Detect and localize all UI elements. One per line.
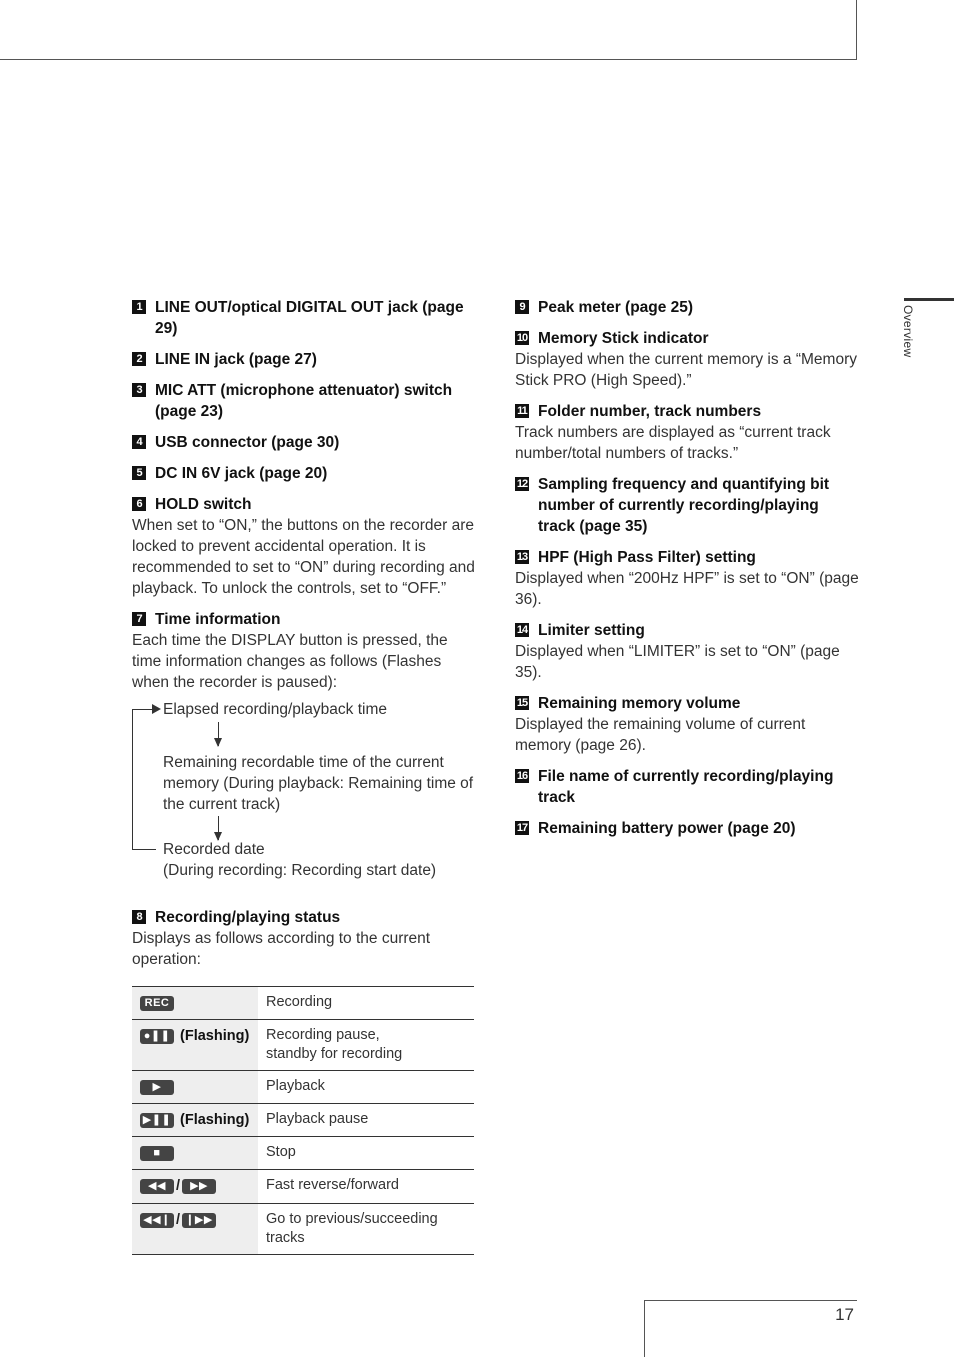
table-row (132, 1104, 474, 1137)
item-title: USB connector (page 30) (155, 434, 340, 451)
status-indicator (132, 1071, 258, 1104)
flow-step-1: Elapsed recording/playback time (163, 701, 388, 718)
rec-icon: REC (140, 996, 174, 1011)
status-label-line2: standby for recording (266, 1046, 403, 1062)
table-row (132, 1203, 474, 1254)
flashing-note: (Flashing) (180, 1112, 250, 1128)
item-15 (515, 693, 860, 756)
item-title: Limiter setting (538, 622, 645, 639)
item-11 (515, 401, 860, 464)
status-indicator (132, 1020, 258, 1071)
item-7 (132, 609, 477, 693)
status-indicator (132, 1137, 258, 1170)
item-title: Sampling frequency and quantifying bit number of currently recording/playing track (page 35) (538, 476, 830, 535)
item-title: HPF (High Pass Filter) setting (538, 549, 756, 566)
table-row (132, 1137, 474, 1170)
previous-track-icon: ◀◀❙ (140, 1213, 174, 1228)
section-tab-bar (904, 298, 954, 301)
item-number: 7 (132, 612, 146, 626)
flashing-note: (Flashing) (180, 1028, 250, 1044)
arrow-down-icon (218, 722, 219, 746)
item-16 (515, 766, 860, 808)
right-column (515, 297, 860, 849)
status-indicator (132, 1203, 258, 1254)
item-title: File name of currently recording/playing track (538, 768, 834, 806)
item-title: Memory Stick indicator (538, 330, 709, 347)
status-indicator (132, 1170, 258, 1203)
fast-reverse-icon: ◀◀ (140, 1179, 174, 1194)
item-4 (132, 432, 477, 453)
item-number: 14 (516, 624, 528, 636)
item-number: 13 (516, 551, 528, 563)
item-title: LINE OUT/optical DIGITAL OUT jack (page 29) (155, 299, 464, 337)
table-row (132, 1071, 474, 1104)
item-title: Recording/playing status (155, 909, 341, 926)
arrow-down-icon (218, 816, 219, 840)
flow-step-3-line2: (During recording: Recording start date) (163, 862, 437, 879)
item-number: 17 (516, 822, 528, 834)
rec-pause-icon: ●❚❚ (140, 1029, 174, 1044)
item-number: 8 (132, 910, 146, 924)
item-title: Time information (155, 611, 281, 628)
status-label: Playback pause (258, 1104, 474, 1137)
play-icon: ▶ (140, 1080, 174, 1095)
item-description: Displayed when the current memory is a “Memory Stick PRO (High Speed).” (515, 351, 857, 389)
slash-separator: / (176, 1178, 181, 1195)
status-indicator (132, 987, 258, 1020)
item-14 (515, 620, 860, 683)
status-indicator (132, 1104, 258, 1137)
item-title: Peak meter (page 25) (538, 299, 694, 316)
item-description: Displays as follows according to the current operation: (132, 930, 431, 968)
item-17 (515, 818, 860, 839)
table-row (132, 1170, 474, 1203)
item-title: LINE IN jack (page 27) (155, 351, 317, 368)
page-frame-top (0, 0, 857, 60)
play-pause-icon: ▶❚❚ (140, 1113, 174, 1128)
item-8 (132, 907, 477, 970)
item-number: 12 (516, 478, 528, 490)
loop-line (132, 709, 133, 849)
left-column (132, 297, 477, 1255)
item-description: Each time the DISPLAY button is pressed, the time information changes as follows (Flashes when the recorder is paused): (132, 632, 448, 691)
status-label: Playback (258, 1071, 474, 1104)
item-title: MIC ATT (microphone attenuator) switch (page 23) (155, 382, 453, 420)
flow-step-3-line1: Recorded date (163, 841, 265, 858)
item-number: 2 (132, 352, 146, 366)
item-10 (515, 328, 860, 391)
item-number: 1 (132, 300, 146, 314)
item-title: Remaining memory volume (538, 695, 741, 712)
item-title: DC IN 6V jack (page 20) (155, 465, 328, 482)
item-12 (515, 474, 860, 537)
item-number: 16 (516, 770, 528, 782)
slash-separator: / (176, 1211, 181, 1228)
loop-line-bottom (132, 849, 156, 850)
loop-line-top (132, 709, 154, 710)
time-info-flow-diagram (132, 699, 477, 897)
item-number: 10 (516, 332, 528, 344)
item-number: 6 (132, 497, 146, 511)
arrow-right-icon (152, 704, 161, 714)
section-tab-label: Overview (901, 305, 915, 358)
table-row (132, 987, 474, 1020)
item-title: HOLD switch (155, 496, 252, 513)
status-label-line1: Recording pause, (266, 1027, 380, 1043)
item-1 (132, 297, 477, 339)
item-5 (132, 463, 477, 484)
status-label: Recording (266, 994, 333, 1010)
item-6 (132, 494, 477, 599)
item-description: Displayed when “200Hz HPF” is set to “ON” (page 36). (515, 570, 859, 608)
flow-step-2: Remaining recordable time of the current memory (During playback: Remaining time of the current track) (163, 754, 474, 813)
page-frame-bottom (644, 1300, 857, 1357)
item-description: Displayed when “LIMITER” is set to “ON” (page 35). (515, 643, 840, 681)
status-label: Go to previous/succeeding tracks (258, 1203, 474, 1254)
status-label (258, 1020, 474, 1071)
item-2 (132, 349, 477, 370)
item-title: Remaining battery power (page 20) (538, 820, 796, 837)
item-title: Folder number, track numbers (538, 403, 762, 420)
item-9 (515, 297, 860, 318)
item-number: 15 (516, 697, 528, 709)
item-description: Displayed the remaining volume of current memory (page 26). (515, 716, 806, 754)
status-label: Fast reverse/forward (258, 1170, 474, 1203)
flow-step-3 (163, 839, 483, 881)
fast-forward-icon: ▶▶ (182, 1179, 216, 1194)
item-number: 9 (515, 300, 529, 314)
item-number: 4 (132, 435, 146, 449)
item-13 (515, 547, 860, 610)
next-track-icon: ❙▶▶ (182, 1213, 216, 1228)
item-number: 5 (132, 466, 146, 480)
item-description: Track numbers are displayed as “current track number/total numbers of tracks.” (515, 424, 831, 462)
item-number: 11 (515, 404, 529, 418)
status-label: Stop (258, 1137, 474, 1170)
page-number: 17 (835, 1305, 854, 1324)
status-table (132, 986, 474, 1255)
item-description: When set to “ON,” the buttons on the recorder are locked to prevent accidental operation. It is recommended to set to “ON” during recording and playback. To unlock the controls, set to “OFF.” (132, 517, 475, 597)
table-row (132, 1020, 474, 1071)
item-number: 3 (132, 383, 146, 397)
item-3 (132, 380, 477, 422)
stop-icon: ■ (140, 1146, 174, 1161)
